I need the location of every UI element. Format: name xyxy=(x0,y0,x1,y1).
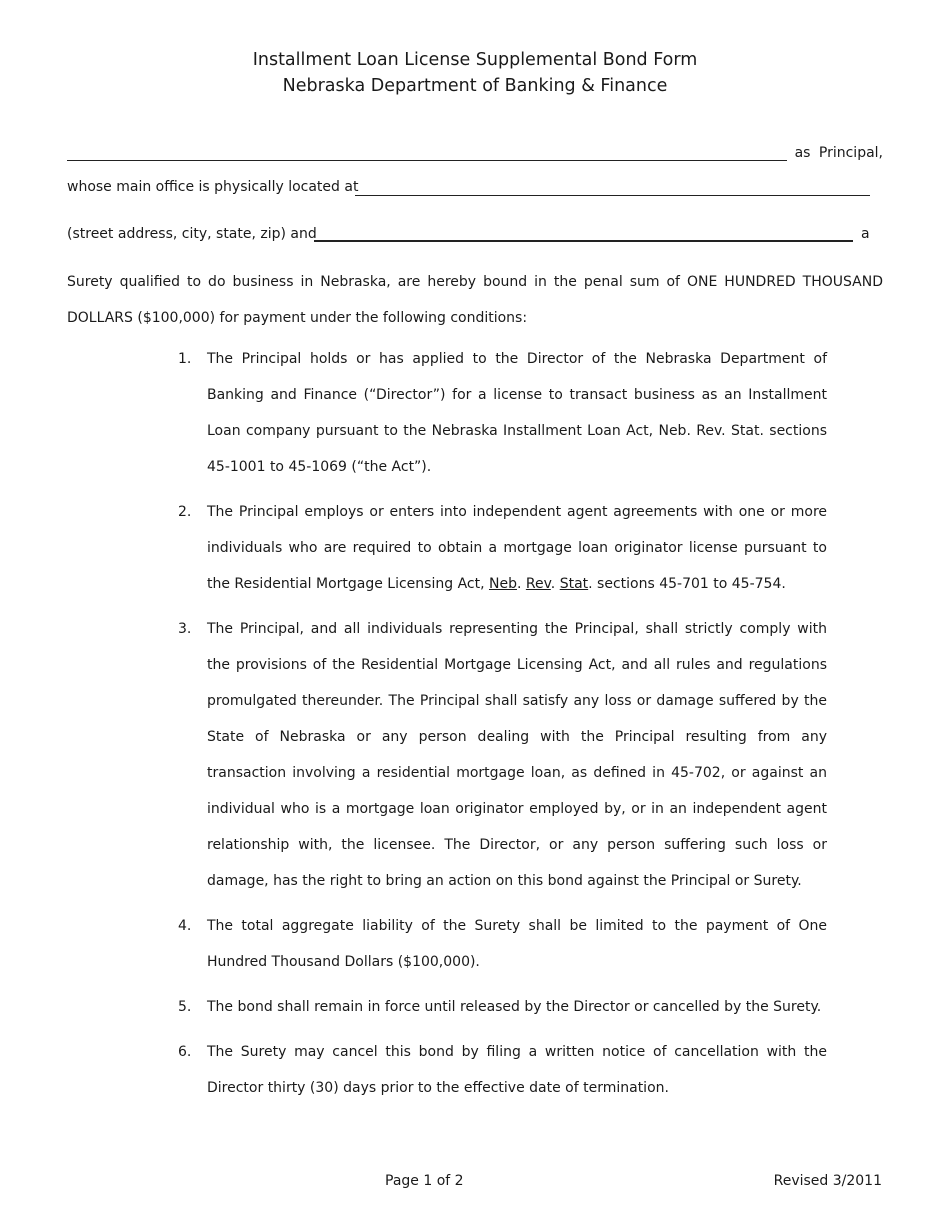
surety-name-line[interactable] xyxy=(314,240,853,242)
condition-item xyxy=(0,341,950,485)
condition-text: The bond shall remain in force until released by the Director or cancelled by the Surety. xyxy=(207,999,822,1015)
condition-text: The Principal holds or has applied to the Director of the Nebraska Department of Banking and Finance (“Director”) for a license to transact business as an Installment Loan company pursuant to the Nebraska Installment Loan Act, Neb. Rev. Stat. sections 45-1001 to 45-1069 (“the Act”). xyxy=(207,351,827,475)
condition-text-part: . sections 45-701 to 45-754. xyxy=(588,576,786,592)
address-label: (street address, city, state, zip) and xyxy=(67,226,317,242)
citation-rev: Rev xyxy=(525,576,551,592)
form-subtitle: Nebraska Department of Banking & Finance xyxy=(282,76,668,96)
principal-name-line[interactable] xyxy=(67,160,787,161)
citation-separator: . xyxy=(516,576,526,592)
intro-paragraph: Surety qualified to do business in Nebraska, are hereby bound in the penal sum of ONE HUNDRED THOUSAND DOLLARS ($100,000) for payment under the following conditions: xyxy=(67,274,883,326)
citation-separator: . xyxy=(550,576,560,592)
main-office-address-line[interactable] xyxy=(355,195,870,196)
condition-number: 6. xyxy=(178,1044,192,1060)
condition-number: 5. xyxy=(178,999,192,1015)
condition-text-part: The Principal employs or enters into independent agent agreements with one or more individuals who are required to obtain a mortgage loan originator license pursuant to the Residential Mortgage Licensing Act, xyxy=(207,504,827,592)
condition-item xyxy=(0,494,950,602)
condition-text: The total aggregate liability of the Surety shall be limited to the payment of One Hundred Thousand Dollars ($100,000). xyxy=(207,918,827,970)
condition-item xyxy=(0,1034,950,1106)
citation-stat: Stat xyxy=(559,576,589,592)
conditions-list xyxy=(0,341,950,1115)
condition-text: The Principal, and all individuals representing the Principal, shall strictly comply with the provisions of the Residential Mortgage Licensing Act, and all rules and regulations promulgated thereunder. The Principal shall satisfy any loss or damage suffered by the State of Nebraska or any person dealing with the Principal resulting from any transaction involving a residential mortgage loan, as defined in 45-702, or against an individual who is a mortgage loan originator employed by, or in an independent agent relationship with, the licensee. The Director, or any person suffering such loss or damage, has the right to bring an action on this bond against the Principal or Surety. xyxy=(207,621,827,889)
condition-text xyxy=(207,494,827,602)
condition-item xyxy=(0,908,950,980)
condition-item xyxy=(0,611,950,899)
condition-item xyxy=(0,989,950,1025)
condition-text: The Surety may cancel this bond by filing a written notice of cancellation with the Director thirty (30) days prior to the effective date of termination. xyxy=(207,1044,827,1096)
principal-label: as Principal, xyxy=(794,145,883,161)
form-title: Installment Loan License Supplemental Bond Form xyxy=(252,50,698,70)
surety-label: a xyxy=(861,226,870,242)
main-office-label: whose main office is physically located at xyxy=(67,179,359,195)
condition-number: 4. xyxy=(178,918,192,934)
condition-number: 3. xyxy=(178,621,192,637)
condition-number: 2. xyxy=(178,504,192,520)
revision-date: Revised 3/2011 xyxy=(773,1173,882,1189)
citation-neb: Neb xyxy=(488,576,517,592)
page-number: Page 1 of 2 xyxy=(385,1173,464,1189)
condition-number: 1. xyxy=(178,351,192,367)
